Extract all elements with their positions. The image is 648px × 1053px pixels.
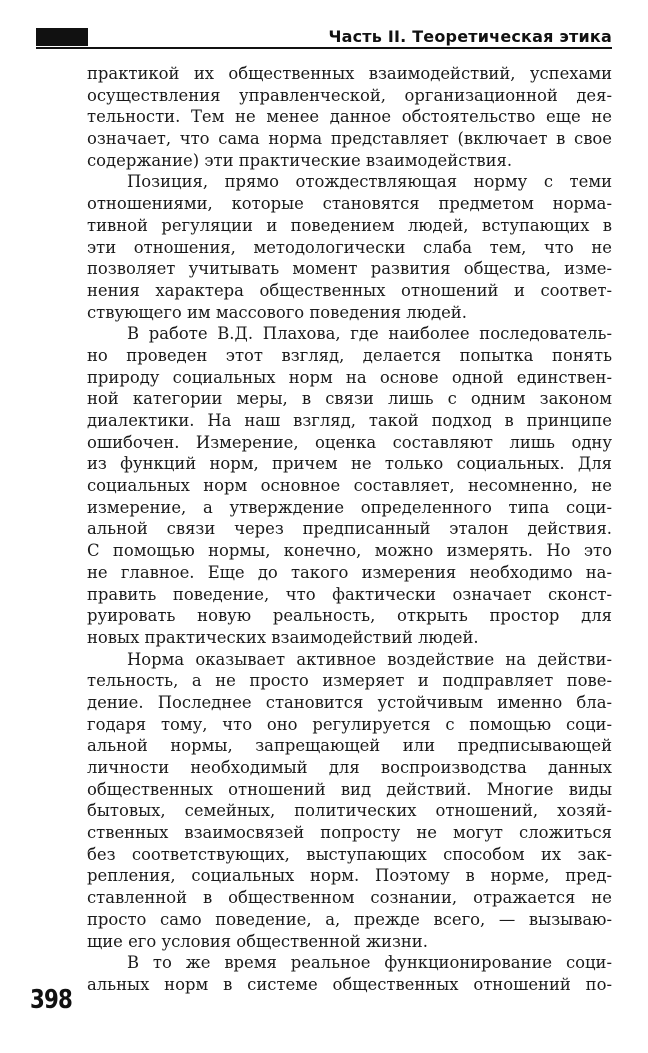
text-line: личности необходимый для воспроизводства данных [87,758,612,777]
running-header-title: Часть II. Теоретическая этика [328,27,612,46]
text-line: ственных взаимосвязей попросту не могут сложиться [87,823,612,843]
text-line: содержание) эти практические взаимодействия. [87,150,513,170]
text-line: В то же время реальное функционирование соци- [127,953,612,973]
text-line: руировать новую реальность, открыть простор для [87,606,612,626]
header-rule [36,47,612,49]
text-line: тельности. Тем не менее данное обстоятельство еще не [87,107,612,127]
text-line: править поведение, что фактически означает сконст- [87,584,612,604]
text-line: осуществления управленческой, организационной дея- [87,85,612,105]
text-line: альных норм в системе общественных отношений по- [87,974,612,994]
text-line: практикой их общественных взаимодействий, успехами [87,64,612,83]
text-line: эти отношения, методологически слаба тем, что не [87,237,612,257]
text-line: социальных норм основное составляет, несомненно, не [87,476,612,496]
text-line: В работе В.Д. Плахова, где наиболее последователь- [127,324,612,344]
body-text [87,63,612,996]
text-line: позволяет учитывать момент развития общества, изме- [87,259,612,279]
text-line: без соответствующих, выступающих способом их зак- [87,844,612,864]
text-line: нения характера общественных отношений и соответ- [87,280,612,300]
text-line: общественных отношений вид действий. Многие виды [87,779,612,799]
text-line: ствующего им массового поведения людей. [87,302,467,322]
header-decorative-bar [36,28,88,46]
text-line: щие его условия общественной жизни. [87,931,428,951]
text-line: ставленной в общественном сознании, отражается не [87,888,612,908]
text-line: просто само поведение, а, прежде всего, — вызываю- [87,909,612,929]
text-line: бытовых, семейных, политических отношений, хозяй- [87,801,612,821]
text-line: годаря тому, что оно регулируется с помощью соци- [87,714,612,734]
text-line: отношениями, которые становятся предметом норма- [87,194,612,214]
text-line: диалектики. На наш взгляд, такой подход в принципе [87,411,612,430]
text-line: дение. Последнее становится устойчивым именно бла- [87,692,612,712]
text-line: означает, что сама норма представляет (включает в свое [87,129,612,149]
text-line: из функций норм, причем не только социальных. Для [87,454,612,474]
text-line: альной нормы, запрещающей или предписывающей [87,736,612,756]
text-line: но проведен этот взгляд, делается попытка понять [87,345,612,365]
text-line: не главное. Еще до такого измерения необходимо на- [87,562,612,582]
text-line: измерение, а утверждение определенного типа соци- [87,497,612,517]
text-line: тельность, а не просто измеряет и подправляет пове- [87,671,612,691]
text-line: Норма оказывает активное воздействие на действи- [127,649,612,669]
text-line: репления, социальных норм. Поэтому в норме, пред- [87,866,612,886]
text-line: тивной регуляции и поведением людей, вступающих в [87,215,612,235]
text-line: природу социальных норм на основе одной единствен- [87,367,612,387]
text-line: альной связи через предписанный эталон действия. [87,519,612,539]
text-line: ошибочен. Измерение, оценка составляют лишь одну [87,432,612,452]
text-line: новых практических взаимодействий людей. [87,627,479,647]
text-line: С помощью нормы, конечно, можно измерять. Но это [87,541,612,561]
text-line: ной категории меры, в связи лишь с одним законом [87,389,612,409]
page-number: 398 [30,985,73,1015]
text-line: Позиция, прямо отождествляющая норму с теми [127,172,612,192]
